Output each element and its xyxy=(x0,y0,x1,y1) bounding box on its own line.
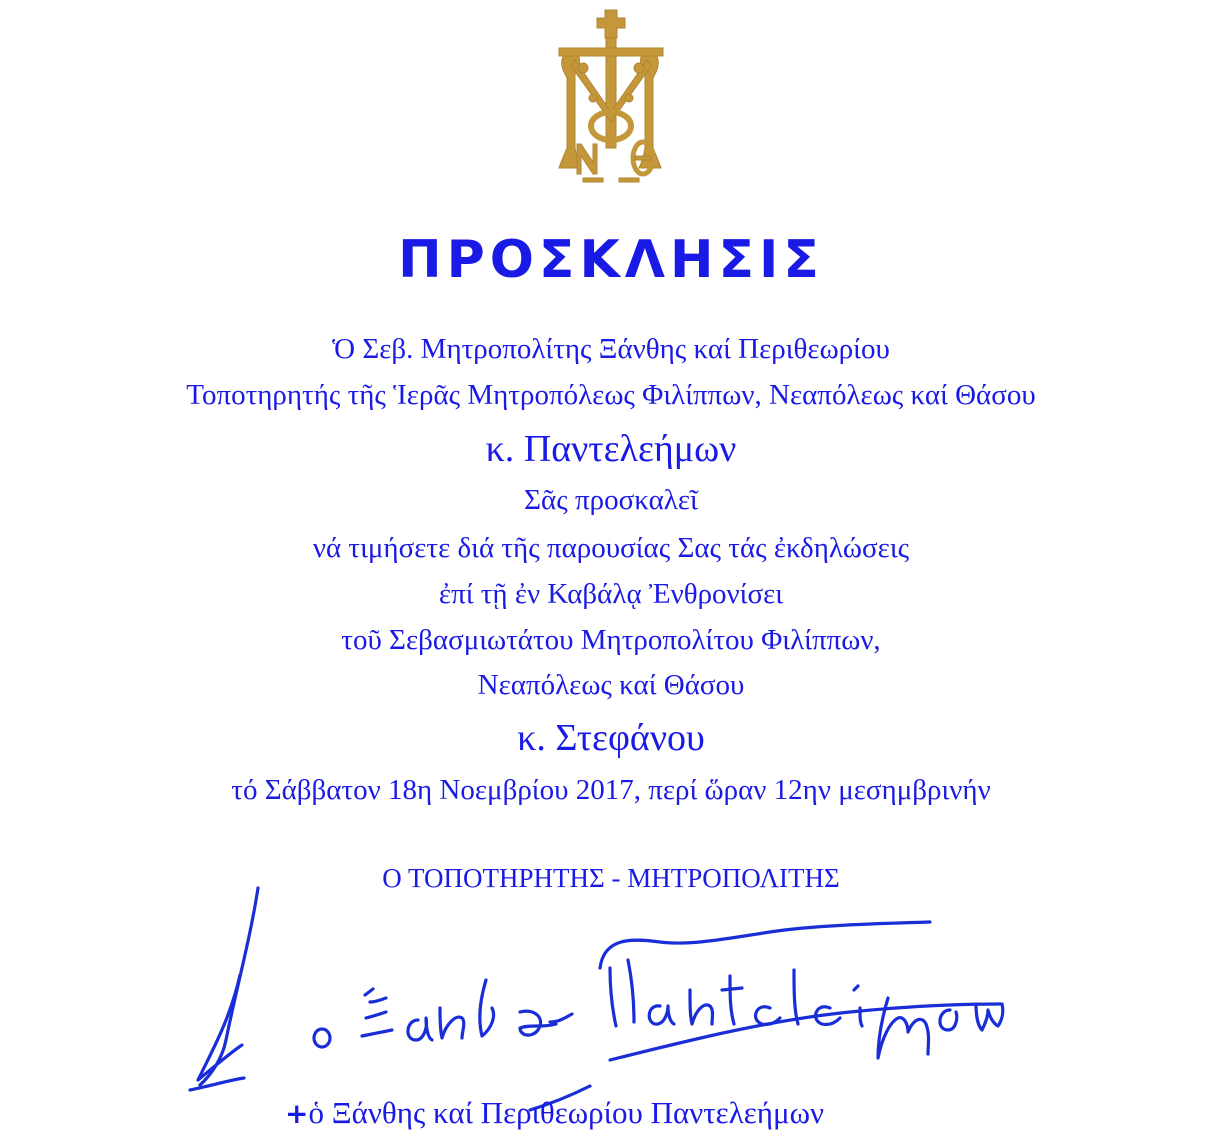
monogram-emblem-icon xyxy=(553,8,669,184)
text-line-7: τοῦ Σεβασμιωτάτου Μητροπολίτου Φιλίππων, xyxy=(341,624,881,656)
text-line-4: Σᾶς προσκαλεῖ xyxy=(524,484,698,516)
event-date-line: τό Σάββατον 18η Νοεμβρίου 2017, περί ὥραν 12ην μεσημβρινήν xyxy=(231,774,991,806)
honoree-host-name: κ. Παντελεήμων xyxy=(485,428,737,470)
honoree-name: κ. Στεφάνου xyxy=(517,717,705,759)
text-line-8: Νεαπόλεως καί Θάσου xyxy=(477,669,745,701)
text-line-6: ἐπί τῇ ἐν Καβάλᾳ Ἐνθρονίσει xyxy=(438,578,784,610)
text-line-2: Τοποτηρητής τῆς Ἱερᾶς Μητροπόλεως Φιλίππων, Νεαπόλεως καί Θάσου xyxy=(186,379,1036,411)
cross-icon: + xyxy=(285,1097,309,1130)
signed-name xyxy=(285,1093,824,1134)
text-line-1: Ὁ Σεβ. Μητροπολίτης Ξάνθης καί Περιθεωρίου xyxy=(332,333,890,365)
signed-name-text: ὁ Ξάνθης καί Περιθεωρίου Παντελεήμων xyxy=(308,1095,824,1130)
signatory-title: Ο ΤΟΠΟΤΗΡΗΤΗΣ - ΜΗΤΡΟΠΟΛΙΤΗΣ xyxy=(382,863,840,893)
invitation-title: ΠΡΟΣΚΛΗΣΙΣ xyxy=(398,230,824,290)
text-line-5: νά τιμήσετε διά τῆς παρουσίας Σας τάς ἐκδηλώσεις xyxy=(312,532,910,564)
